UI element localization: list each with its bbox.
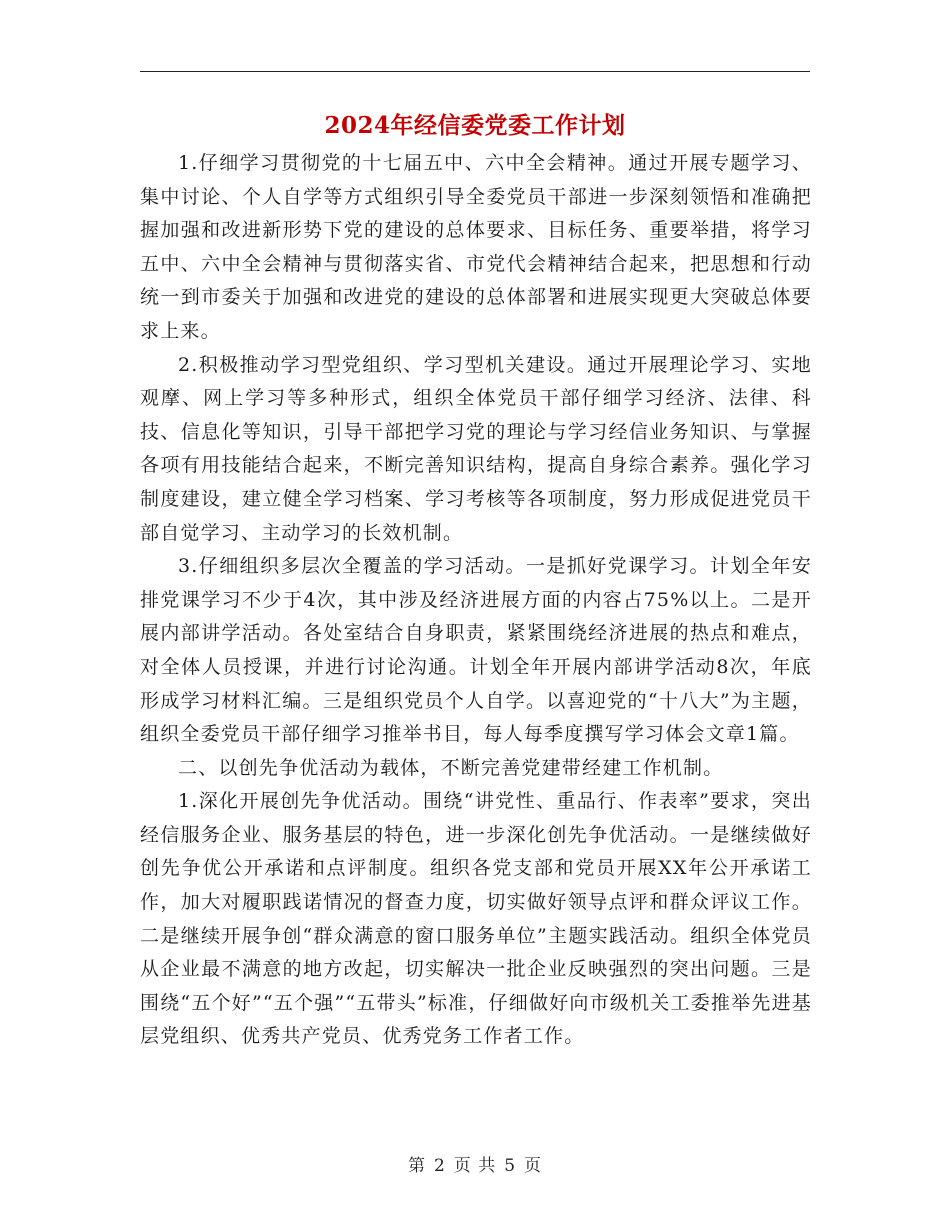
paragraph-3: 3.仔细组织多层次全覆盖的学习活动。一是抓好党课学习。计划全年安排党课学习不少于4次，其中涉及经济进展方面的内容占75%以上。二是开展内部讲学活动。各处室结合自身职责，紧紧围绕经济进展的热点和难点，对全体人员授课，并进行讨论沟通。计划全年开展内部讲学活动8次，年底形成学习材料汇编。三是组织党员个人自学。以喜迎党的“十八大”为主题，组织全委党员干部仔细学习推举书目，每人每季度撰写学习体会文章1篇。: [140, 555, 812, 746]
footer-middle: 页 共: [453, 1156, 497, 1176]
current-page-number: 2: [433, 1156, 446, 1176]
document-title: 2024年经信委党委工作计划: [324, 112, 626, 139]
section-heading-2: 二、以创先争优活动为载体，不断完善党建带经建工作机制。: [178, 756, 724, 779]
footer-suffix: 页: [524, 1156, 543, 1176]
paragraph-4: 1.深化开展创先争优活动。围绕“讲党性、重品行、作表率”要求，突出经信服务企业、服务基层的特色，进一步深化创先争优活动。一是继续做好创先争优公开承诺和点评制度。组织各党支部和党员开展XX年公开承诺工作，加大对履职践诺情况的督查力度，切实做好领导点评和群众评议工作。二是继续开展争创“群众满意的窗口服务单位”主题实践活动。组织全体党员从企业最不满意的地方改起，切实解决一批企业反映强烈的突出问题。三是围绕“五个好”“五个强”“五带头”标准，仔细做好向市级机关工委推举先进基层党组织、优秀共产党员、优秀党务工作者工作。: [140, 790, 812, 1048]
header-rule: [140, 71, 810, 72]
total-page-count: 5: [504, 1156, 517, 1176]
document-body: [140, 147, 812, 1054]
paragraph-2: 2.积极推动学习型党组织、学习型机关建设。通过开展理论学习、实地观摩、网上学习等多种形式，组织全体党员干部仔细学习经济、法律、科技、信息化等知识，引导干部把学习党的理论与学习经信业务知识、与掌握各项有用技能结合起来，不断完善知识结构，提高自身综合素养。强化学习制度建设，建立健全学习档案、学习考核等各项制度，努力形成促进党员干部自觉学习、主动学习的长效机制。: [140, 353, 812, 544]
page-number-footer: [0, 1154, 950, 1178]
footer-prefix: 第: [407, 1156, 426, 1176]
paragraph-1: 1.仔细学习贯彻党的十七届五中、六中全会精神。通过开展专题学习、集中讨论、个人自学等方式组织引导全委党员干部进一步深刻领悟和准确把握加强和改进新形势下党的建设的总体要求、目标任务、重要举措，将学习五中、六中全会精神与贯彻落实省、市党代会精神结合起来，把思想和行动统一到市委关于加强和改进党的建设的总体部署和进展实现更大突破总体要求上来。: [140, 152, 812, 342]
